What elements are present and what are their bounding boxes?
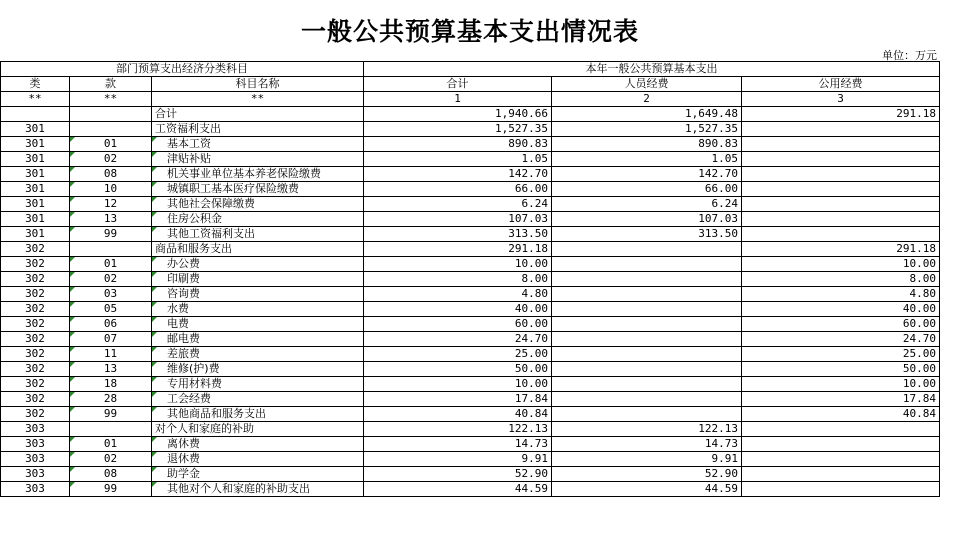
- cell-public[interactable]: [742, 137, 940, 152]
- cell-name[interactable]: [152, 467, 364, 482]
- cell-total[interactable]: 44.59: [364, 482, 552, 497]
- cell-name[interactable]: [152, 257, 364, 272]
- cell-public[interactable]: [742, 422, 940, 437]
- cell-name[interactable]: [152, 317, 364, 332]
- cell-public[interactable]: 291.18: [742, 107, 940, 122]
- table-row[interactable]: [1, 227, 940, 242]
- cell-personnel[interactable]: [552, 407, 742, 422]
- table-row[interactable]: [1, 347, 940, 362]
- cell-public[interactable]: 4.80: [742, 287, 940, 302]
- cell-personnel[interactable]: [552, 272, 742, 287]
- cell-lei[interactable]: 301: [1, 137, 70, 152]
- table-row[interactable]: [1, 242, 940, 257]
- header-total: 合计: [364, 77, 552, 92]
- cell-total[interactable]: 122.13: [364, 422, 552, 437]
- cell-public[interactable]: [742, 452, 940, 467]
- table-row[interactable]: [1, 482, 940, 497]
- table-row[interactable]: [1, 407, 940, 422]
- header-kuan: 款: [70, 77, 152, 92]
- cell-lei[interactable]: 303: [1, 422, 70, 437]
- cell-kuan[interactable]: [70, 122, 152, 137]
- cell-total[interactable]: 4.80: [364, 287, 552, 302]
- cell-name-text: 机关事业单位基本养老保险缴费: [167, 167, 321, 180]
- cell-name-text: 电费: [167, 317, 189, 330]
- num-total: 1: [364, 92, 552, 107]
- cell-name[interactable]: [152, 437, 364, 452]
- cell-name-text: 办公费: [167, 257, 200, 270]
- cell-name[interactable]: [152, 107, 364, 122]
- table-row[interactable]: [1, 272, 940, 287]
- cell-name-text: 咨询费: [167, 287, 200, 300]
- table-row[interactable]: [1, 197, 940, 212]
- cell-name-text: 津贴补贴: [167, 152, 211, 165]
- table-row[interactable]: [1, 182, 940, 197]
- cell-personnel[interactable]: 107.03: [552, 212, 742, 227]
- cell-name[interactable]: [152, 347, 364, 362]
- cell-total[interactable]: 6.24: [364, 197, 552, 212]
- header-columns-row: [1, 77, 940, 92]
- cell-lei[interactable]: 301: [1, 212, 70, 227]
- cell-personnel[interactable]: [552, 347, 742, 362]
- cell-personnel[interactable]: 122.13: [552, 422, 742, 437]
- cell-personnel[interactable]: 1,649.48: [552, 107, 742, 122]
- cell-name-text: 城镇职工基本医疗保险缴费: [167, 182, 299, 195]
- cell-lei[interactable]: 301: [1, 122, 70, 137]
- cell-name[interactable]: [152, 137, 364, 152]
- cell-personnel[interactable]: 1.05: [552, 152, 742, 167]
- cell-name[interactable]: [152, 212, 364, 227]
- cell-kuan[interactable]: 06: [70, 317, 152, 332]
- cell-kuan[interactable]: 02: [70, 272, 152, 287]
- cell-name-text: 维修(护)费: [167, 362, 220, 375]
- cell-lei[interactable]: 301: [1, 227, 70, 242]
- cell-total[interactable]: 9.91: [364, 452, 552, 467]
- cell-kuan[interactable]: 07: [70, 332, 152, 347]
- cell-kuan[interactable]: 99: [70, 482, 152, 497]
- cell-kuan[interactable]: 12: [70, 197, 152, 212]
- cell-lei[interactable]: [1, 107, 70, 122]
- cell-kuan[interactable]: 08: [70, 467, 152, 482]
- cell-kuan[interactable]: 01: [70, 137, 152, 152]
- cell-personnel[interactable]: 1,527.35: [552, 122, 742, 137]
- header-lei: 类: [1, 77, 70, 92]
- cell-total[interactable]: 52.90: [364, 467, 552, 482]
- cell-lei[interactable]: 303: [1, 437, 70, 452]
- cell-personnel[interactable]: [552, 302, 742, 317]
- cell-name[interactable]: [152, 407, 364, 422]
- cell-name-text: 邮电费: [167, 332, 200, 345]
- cell-total[interactable]: 66.00: [364, 182, 552, 197]
- cell-name[interactable]: [152, 362, 364, 377]
- cell-name[interactable]: [152, 377, 364, 392]
- cell-name-text: 基本工资: [167, 137, 211, 150]
- cell-kuan[interactable]: 08: [70, 167, 152, 182]
- cell-total[interactable]: 890.83: [364, 137, 552, 152]
- cell-name[interactable]: [152, 482, 364, 497]
- cell-personnel[interactable]: [552, 257, 742, 272]
- cell-name[interactable]: [152, 272, 364, 287]
- cell-name[interactable]: [152, 152, 364, 167]
- cell-public[interactable]: [742, 182, 940, 197]
- cell-personnel[interactable]: 890.83: [552, 137, 742, 152]
- cell-personnel[interactable]: 9.91: [552, 452, 742, 467]
- cell-name-text: 其他社会保障缴费: [167, 197, 255, 210]
- cell-personnel[interactable]: 44.59: [552, 482, 742, 497]
- cell-total[interactable]: 8.00: [364, 272, 552, 287]
- table-row[interactable]: [1, 257, 940, 272]
- cell-total[interactable]: 60.00: [364, 317, 552, 332]
- budget-table: [0, 61, 940, 497]
- cell-public[interactable]: 60.00: [742, 317, 940, 332]
- cell-lei[interactable]: 302: [1, 272, 70, 287]
- cell-lei[interactable]: 302: [1, 392, 70, 407]
- table-row[interactable]: [1, 212, 940, 227]
- cell-total[interactable]: 107.03: [364, 212, 552, 227]
- cell-public[interactable]: [742, 212, 940, 227]
- cell-total[interactable]: 10.00: [364, 377, 552, 392]
- table-row[interactable]: [1, 437, 940, 452]
- cell-name[interactable]: [152, 227, 364, 242]
- cell-total[interactable]: 24.70: [364, 332, 552, 347]
- mark-kuan: **: [70, 92, 152, 107]
- cell-name[interactable]: [152, 242, 364, 257]
- cell-name[interactable]: [152, 287, 364, 302]
- cell-public[interactable]: 10.00: [742, 377, 940, 392]
- cell-lei[interactable]: 301: [1, 167, 70, 182]
- cell-kuan[interactable]: 01: [70, 437, 152, 452]
- cell-lei[interactable]: 301: [1, 197, 70, 212]
- cell-name-text: 对个人和家庭的补助: [155, 422, 254, 435]
- cell-lei[interactable]: 303: [1, 452, 70, 467]
- cell-name-text: 工资福利支出: [155, 122, 221, 135]
- table-row[interactable]: [1, 467, 940, 482]
- header-name: 科目名称: [152, 77, 364, 92]
- cell-lei[interactable]: 302: [1, 347, 70, 362]
- header-group-right: 本年一般公共预算基本支出: [364, 62, 940, 77]
- table-row[interactable]: [1, 392, 940, 407]
- cell-name[interactable]: [152, 302, 364, 317]
- cell-lei[interactable]: 301: [1, 182, 70, 197]
- table-row[interactable]: [1, 122, 940, 137]
- cell-kuan[interactable]: [70, 422, 152, 437]
- cell-kuan[interactable]: 02: [70, 452, 152, 467]
- cell-kuan[interactable]: 13: [70, 212, 152, 227]
- cell-kuan[interactable]: 99: [70, 407, 152, 422]
- cell-kuan[interactable]: 99: [70, 227, 152, 242]
- num-public: 3: [742, 92, 940, 107]
- cell-name[interactable]: [152, 122, 364, 137]
- mark-name: **: [152, 92, 364, 107]
- cell-public[interactable]: 25.00: [742, 347, 940, 362]
- cell-public[interactable]: 50.00: [742, 362, 940, 377]
- cell-lei[interactable]: 302: [1, 317, 70, 332]
- cell-lei[interactable]: 302: [1, 407, 70, 422]
- table-row[interactable]: [1, 167, 940, 182]
- cell-public[interactable]: [742, 167, 940, 182]
- table-row[interactable]: [1, 302, 940, 317]
- cell-kuan[interactable]: 05: [70, 302, 152, 317]
- header-public: 公用经费: [742, 77, 940, 92]
- cell-kuan[interactable]: 03: [70, 287, 152, 302]
- table-row[interactable]: [1, 332, 940, 347]
- cell-lei[interactable]: 303: [1, 467, 70, 482]
- table-row[interactable]: [1, 137, 940, 152]
- cell-kuan[interactable]: [70, 107, 152, 122]
- cell-total[interactable]: 313.50: [364, 227, 552, 242]
- header-group-row: [1, 62, 940, 77]
- cell-kuan[interactable]: 13: [70, 362, 152, 377]
- cell-personnel[interactable]: [552, 332, 742, 347]
- cell-lei[interactable]: 302: [1, 332, 70, 347]
- cell-name[interactable]: [152, 197, 364, 212]
- cell-public[interactable]: 8.00: [742, 272, 940, 287]
- page-title: 一般公共预算基本支出情况表: [300, 17, 639, 46]
- cell-lei[interactable]: 302: [1, 377, 70, 392]
- cell-lei[interactable]: 302: [1, 302, 70, 317]
- cell-name[interactable]: [152, 167, 364, 182]
- cell-lei[interactable]: 302: [1, 242, 70, 257]
- cell-public[interactable]: 24.70: [742, 332, 940, 347]
- cell-name-text: 其他工资福利支出: [167, 227, 255, 240]
- cell-personnel[interactable]: 142.70: [552, 167, 742, 182]
- cell-personnel[interactable]: [552, 242, 742, 257]
- cell-total[interactable]: 25.00: [364, 347, 552, 362]
- cell-name-text: 助学金: [167, 467, 200, 480]
- header-personnel: 人员经费: [552, 77, 742, 92]
- cell-public[interactable]: 291.18: [742, 242, 940, 257]
- cell-name-text: 印刷费: [167, 272, 200, 285]
- cell-name[interactable]: [152, 452, 364, 467]
- cell-public[interactable]: 40.00: [742, 302, 940, 317]
- cell-lei[interactable]: 302: [1, 287, 70, 302]
- unit-label: 单位：万元: [882, 49, 937, 62]
- cell-total[interactable]: 1,940.66: [364, 107, 552, 122]
- cell-name[interactable]: [152, 182, 364, 197]
- table-row[interactable]: [1, 452, 940, 467]
- table-row[interactable]: [1, 152, 940, 167]
- header-index-row: [1, 92, 940, 107]
- cell-name-text: 其他商品和服务支出: [167, 407, 266, 420]
- cell-kuan[interactable]: 11: [70, 347, 152, 362]
- cell-total[interactable]: 14.73: [364, 437, 552, 452]
- cell-name[interactable]: [152, 332, 364, 347]
- cell-name[interactable]: [152, 392, 364, 407]
- cell-total[interactable]: 50.00: [364, 362, 552, 377]
- cell-personnel[interactable]: 14.73: [552, 437, 742, 452]
- cell-name-text: 合计: [155, 107, 177, 120]
- cell-personnel[interactable]: 66.00: [552, 182, 742, 197]
- cell-kuan[interactable]: 02: [70, 152, 152, 167]
- cell-total[interactable]: 40.84: [364, 407, 552, 422]
- cell-total[interactable]: 1,527.35: [364, 122, 552, 137]
- cell-public[interactable]: [742, 227, 940, 242]
- cell-name-text: 专用材料费: [167, 377, 222, 390]
- cell-name-text: 退休费: [167, 452, 200, 465]
- cell-public[interactable]: [742, 482, 940, 497]
- cell-name-text: 差旅费: [167, 347, 200, 360]
- cell-public[interactable]: [742, 437, 940, 452]
- cell-kuan[interactable]: 10: [70, 182, 152, 197]
- cell-name-text: 其他对个人和家庭的补助支出: [167, 482, 310, 495]
- cell-personnel[interactable]: 6.24: [552, 197, 742, 212]
- cell-name[interactable]: [152, 422, 364, 437]
- cell-personnel[interactable]: [552, 392, 742, 407]
- cell-public[interactable]: 10.00: [742, 257, 940, 272]
- cell-lei[interactable]: 302: [1, 362, 70, 377]
- table-row[interactable]: [1, 317, 940, 332]
- cell-kuan[interactable]: 01: [70, 257, 152, 272]
- cell-total[interactable]: 10.00: [364, 257, 552, 272]
- cell-personnel[interactable]: 52.90: [552, 467, 742, 482]
- cell-lei[interactable]: 303: [1, 482, 70, 497]
- table-row[interactable]: [1, 287, 940, 302]
- cell-public[interactable]: [742, 152, 940, 167]
- cell-name-text: 水费: [167, 302, 189, 315]
- cell-personnel[interactable]: [552, 287, 742, 302]
- cell-public[interactable]: [742, 197, 940, 212]
- num-personnel: 2: [552, 92, 742, 107]
- header-group-left: 部门预算支出经济分类科目: [1, 62, 364, 77]
- cell-total[interactable]: 1.05: [364, 152, 552, 167]
- cell-total[interactable]: 40.00: [364, 302, 552, 317]
- cell-public[interactable]: 17.84: [742, 392, 940, 407]
- cell-name-text: 离休费: [167, 437, 200, 450]
- cell-name-text: 工会经费: [167, 392, 211, 405]
- cell-name-text: 商品和服务支出: [155, 242, 232, 255]
- mark-lei: **: [1, 92, 70, 107]
- cell-total[interactable]: 142.70: [364, 167, 552, 182]
- cell-lei[interactable]: 301: [1, 152, 70, 167]
- table-row[interactable]: [1, 362, 940, 377]
- cell-kuan[interactable]: [70, 242, 152, 257]
- cell-public[interactable]: [742, 467, 940, 482]
- cell-personnel[interactable]: 313.50: [552, 227, 742, 242]
- cell-name-text: 住房公积金: [167, 212, 222, 225]
- cell-personnel[interactable]: [552, 317, 742, 332]
- cell-total[interactable]: 291.18: [364, 242, 552, 257]
- cell-lei[interactable]: 302: [1, 257, 70, 272]
- cell-public[interactable]: [742, 122, 940, 137]
- table-body: [1, 107, 940, 497]
- cell-total[interactable]: 17.84: [364, 392, 552, 407]
- cell-personnel[interactable]: [552, 377, 742, 392]
- table-row[interactable]: [1, 107, 940, 122]
- cell-kuan[interactable]: 28: [70, 392, 152, 407]
- table-row[interactable]: [1, 377, 940, 392]
- cell-personnel[interactable]: [552, 362, 742, 377]
- table-row[interactable]: [1, 422, 940, 437]
- cell-kuan[interactable]: 18: [70, 377, 152, 392]
- cell-public[interactable]: 40.84: [742, 407, 940, 422]
